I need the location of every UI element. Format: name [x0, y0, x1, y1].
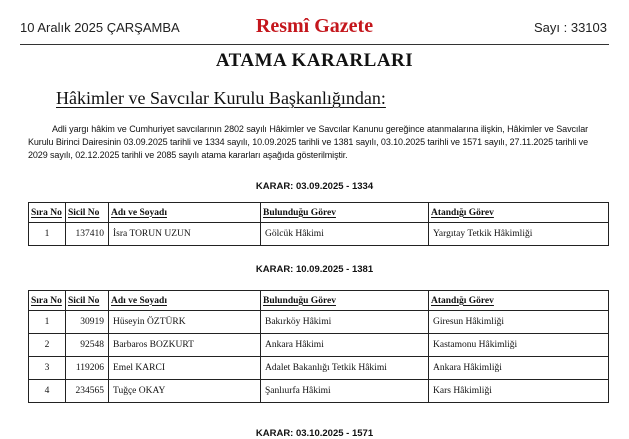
cell-current-post: Gölcük Hâkimi: [261, 223, 429, 246]
cell-name: Tuğçe OKAY: [109, 380, 261, 403]
cell-current-post: Adalet Bakanlığı Tetkik Hâkimi: [261, 357, 429, 380]
col-header-order: Sıra No: [29, 291, 66, 311]
section-title: ATAMA KARARLARI: [215, 50, 414, 71]
cell-name: Emel KARCI: [109, 357, 261, 380]
cell-order: 1: [29, 223, 66, 246]
gazette-brand: Resmî Gazete: [255, 15, 374, 37]
table-row: [29, 334, 609, 357]
table-row: [29, 223, 609, 246]
cell-order: 4: [29, 380, 66, 403]
col-header-name: Adı ve Soyadı: [109, 203, 261, 223]
cell-registry: 137410: [66, 223, 109, 246]
col-header-registry: Sicil No: [66, 291, 109, 311]
issue-date: 10 Aralık 2025 ÇARŞAMBA: [20, 20, 180, 35]
cell-name: İsra TORUN UZUN: [109, 223, 261, 246]
cell-current-post: Şanlıurfa Hâkimi: [261, 380, 429, 403]
masthead: [0, 0, 629, 44]
cell-appointed-post: Kars Hâkimliği: [429, 380, 609, 403]
table-row: [29, 357, 609, 380]
cell-appointed-post: Kastamonu Hâkimliği: [429, 334, 609, 357]
cell-appointed-post: Ankara Hâkimliği: [429, 357, 609, 380]
cell-registry: 92548: [66, 334, 109, 357]
col-header-order: Sıra No: [29, 203, 66, 223]
intro-paragraph: Adli yargı hâkim ve Cumhuriyet savcılarının 2802 sayılı Hâkimler ve Savcılar Kanunu gereğince atanmalarına ilişkin, Hâkimler ve Savcılar Kurulu Birinci Dairesinin 03.09.2025 tarihli ve 1334 sayılı, 10.09.2025 tarihli ve 1381 sayılı, 03.10.2025 tarihli ve 1571 sayılı, 27.11.2025 tarihli ve 2029 sayılı, 02.12.2025 tarihli ve 2085 sayılı atama kararları aşağıda gösterilmiştir.: [28, 124, 588, 160]
cell-name: Barbaros BOZKURT: [109, 334, 261, 357]
cell-current-post: Ankara Hâkimi: [261, 334, 429, 357]
col-header-registry: Sicil No: [66, 203, 109, 223]
cell-name: Hüseyin ÖZTÜRK: [109, 311, 261, 334]
decision-title: KARAR: 03.09.2025 - 1334: [255, 181, 374, 192]
issue-number: Sayı : 33103: [534, 20, 607, 35]
cell-registry: 30919: [66, 311, 109, 334]
appointment-table: [28, 290, 609, 403]
header-rule: [20, 44, 609, 45]
cell-registry: 234565: [66, 380, 109, 403]
cell-order: 2: [29, 334, 66, 357]
decision-title: KARAR: 03.10.2025 - 1571: [255, 428, 374, 439]
table-row: [29, 311, 609, 334]
col-header-name: Adı ve Soyadı: [109, 291, 261, 311]
decision-title: KARAR: 10.09.2025 - 1381: [255, 264, 374, 275]
col-header-appointed-post: Atandığı Görev: [429, 203, 609, 223]
cell-order: 3: [29, 357, 66, 380]
col-header-current-post: Bulunduğu Görev: [261, 203, 429, 223]
cell-current-post: Bakırköy Hâkimi: [261, 311, 429, 334]
col-header-appointed-post: Atandığı Görev: [429, 291, 609, 311]
cell-appointed-post: Yargıtay Tetkik Hâkimliği: [429, 223, 609, 246]
cell-order: 1: [29, 311, 66, 334]
table-header-row: [29, 291, 609, 311]
col-header-current-post: Bulunduğu Görev: [261, 291, 429, 311]
appointment-table: [28, 202, 609, 246]
cell-appointed-post: Giresun Hâkimliği: [429, 311, 609, 334]
table-header-row: [29, 203, 609, 223]
cell-registry: 119206: [66, 357, 109, 380]
table-row: [29, 380, 609, 403]
organization-title: Hâkimler ve Savcılar Kurulu Başkanlığından:: [56, 88, 386, 108]
